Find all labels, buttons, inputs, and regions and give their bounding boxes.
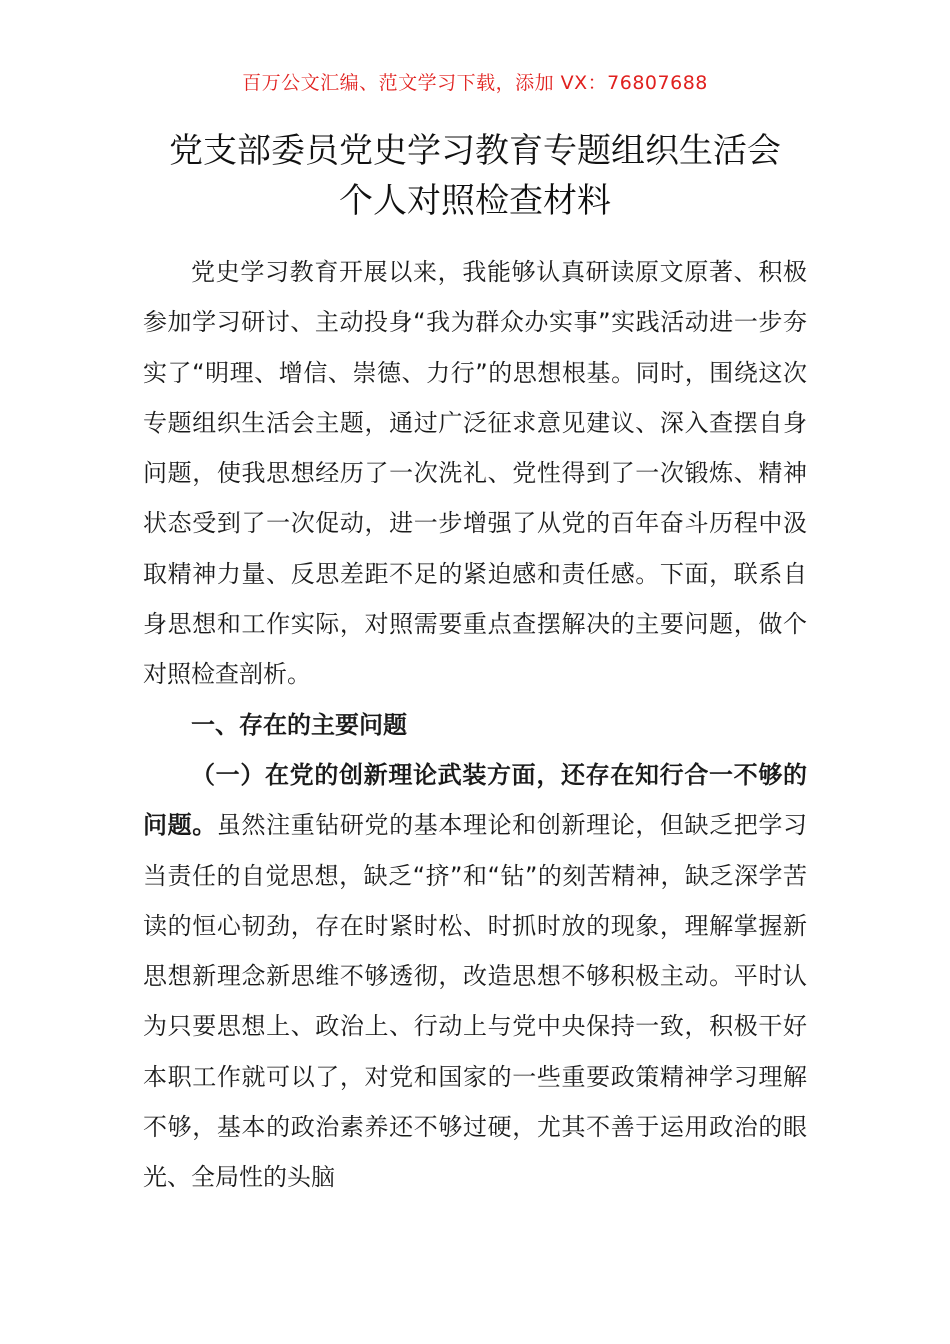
document-title-line-2: 个人对照检查材料 [339,181,611,221]
document-title-line-1: 党支部委员党史学习教育专题组织生活会 [169,131,781,171]
section-heading-1: 一、存在的主要问题 [191,710,407,739]
item-1-body: 虽然注重钻研党的基本理论和创新理论，但缺乏把学习当责任的自觉思想，缺乏“挤”和“钻”的刻苦精神，缺乏深学苦读的恒心韧劲，存在时紧时松、时抓时放的现象，理解掌握新思想新理念新思维不够透彻，改造思想不够积极主动。平时认为只要思想上、政治上、行动上与党中央保持一致，积极干好本职工作就可以了，对党和国家的一些重要政策精神学习理解不够，基本的政治素养还不够过硬，尤其不善于运用政治的眼光、全局性的头脑 [143,811,808,1192]
item-1-paragraph [143,750,807,1203]
intro-paragraph: 党史学习教育开展以来，我能够认真研读原文原著、积极参加学习研讨、主动投身“我为群众办实事”实践活动进一步夯实了“明理、增信、崇德、力行”的思想根基。同时，围绕这次专题组织生活会主题，通过广泛征求意见建议、深入查摆自身问题，使我思想经历了一次洗礼、党性得到了一次锻炼、精神状态受到了一次促动，进一步增强了从党的百年奋斗历程中汲取精神力量、反思差距不足的紧迫感和责任感。下面，联系自身思想和工作实际，对照需要重点查摆解决的主要问题，做个对照检查剖析。 [143,258,807,689]
item-1-lead: （一）在党的创新理论武装方面，还存在知行合一不够的问题。 [143,760,807,840]
document-title [60,126,890,226]
document-body [143,247,807,1203]
watermark-header-note: 百万公文汇编、范文学习下载，添加 VX：76807688 [242,72,708,94]
